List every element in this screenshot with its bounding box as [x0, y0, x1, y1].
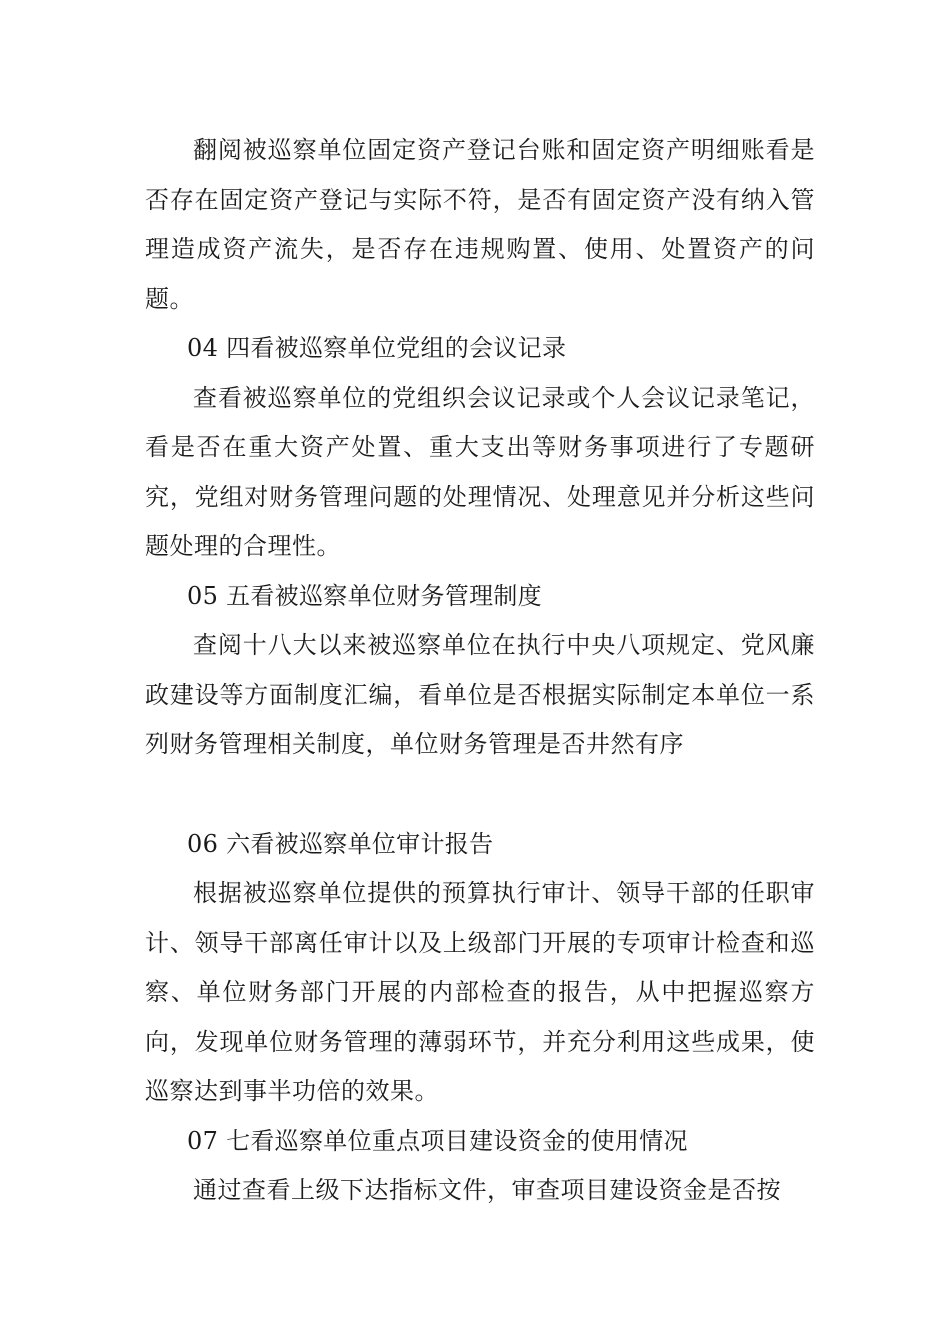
paragraph-meeting-records: 查看被巡察单位的党组织会议记录或个人会议记录笔记，看是否在重大资产处置、重大支出等财务事项进行了专题研究，党组对财务管理问题的处理情况、处理意见并分析这些问题处理的合理性。 — [145, 383, 815, 560]
paragraph-audit-reports: 根据被巡察单位提供的预算执行审计、领导干部的任职审计、领导干部离任审计以及上级部门开展的专项审计检查和巡察、单位财务部门开展的内部检查的报告，从中把握巡察方向，发现单位财务管理的薄弱环节，并充分利用这些成果，使巡察达到事半功倍的效果。 — [145, 879, 815, 1105]
section-heading-04: 04 四看被巡察单位党组的会议记录 — [187, 334, 567, 362]
paragraph-fixed-assets: 翻阅被巡察单位固定资产登记台账和固定资产明细账看是否存在固定资产登记与实际不符，是否有固定资产没有纳入管理造成资产流失，是否存在违规购置、使用、处置资产的问题。 — [145, 136, 815, 313]
section-heading-05: 05 五看被巡察单位财务管理制度 — [187, 581, 542, 610]
section-heading-07: 07 七看巡察单位重点项目建设资金的使用情况 — [187, 1126, 688, 1155]
section-heading-06: 06 六看被巡察单位审计报告 — [187, 829, 494, 858]
paragraph-spacer — [145, 770, 815, 820]
paragraph-finance-system: 查阅十八大以来被巡察单位在执行中央八项规定、党风廉政建设等方面制度汇编，看单位是否根据实际制定本单位一系列财务管理相关制度，单位财务管理是否井然有序 — [145, 631, 815, 758]
paragraph-project-funds: 通过查看上级下达指标文件，审查项目建设资金是否按 — [193, 1176, 781, 1204]
document-body — [145, 126, 815, 1216]
